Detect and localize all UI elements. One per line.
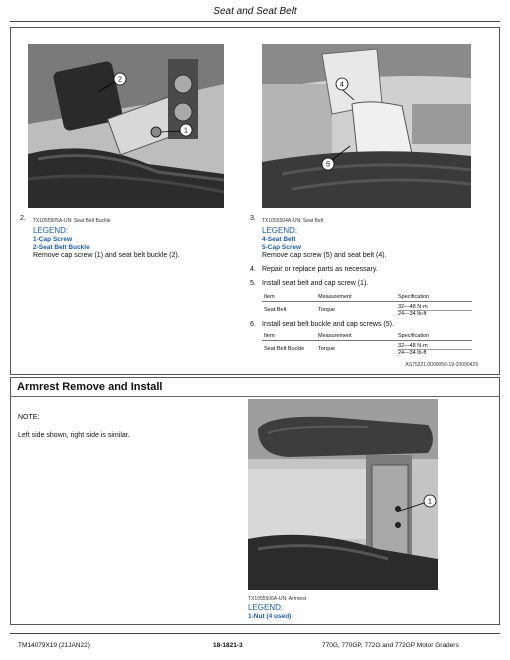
step-2-figure-caption: TX1055505A-UN: Seat Belt Buckle (33, 218, 111, 224)
table-cell-spec-imperial: 24—34 lb-ft (398, 311, 427, 317)
table-cell-spec-imperial: 24—34 lb-ft (398, 350, 427, 356)
table-row (262, 341, 472, 358)
note-text: Left side shown, right side is similar. (18, 432, 130, 439)
armrest-figure-caption: TX1055506A-UN: Armrest (248, 596, 307, 602)
step-2-legend-item: 2-Seat Belt Buckle (33, 244, 90, 251)
callout-5: 5 (326, 161, 330, 169)
table-header-specification: Specification (398, 294, 430, 300)
callout-1: 1 (184, 127, 188, 135)
callout-4: 4 (340, 81, 344, 89)
callout-1: 1 (428, 498, 432, 506)
armrest-photo (248, 399, 438, 590)
table-cell-measurement: Torque (318, 346, 335, 352)
seat-belt-torque-table (262, 292, 472, 319)
armrest-legend-title: LEGEND: (248, 603, 284, 612)
step-3-figure-caption: TX1055504A-UN: Seat Belt (262, 218, 324, 224)
armrest-legend-item: 1-Nut (4 used) (248, 613, 292, 620)
step-2-number: 2. (20, 215, 26, 222)
seat-belt-buckle-torque-table (262, 331, 472, 358)
model-list: 770G, 770GP, 772G and 772GP Motor Graders (322, 642, 459, 649)
table-row (262, 302, 472, 319)
seat-belt-photo (262, 44, 471, 208)
table-cell-spec-metric: 32—48 N·m (398, 304, 428, 310)
table-header-specification: Specification (398, 333, 430, 339)
step-4-number: 4. (250, 266, 256, 273)
document-id: TM14079X19 (21JAN22) (18, 642, 90, 649)
step-3-instruction: Remove cap screw (5) and seat belt (4). (262, 252, 387, 259)
step-5-number: 5. (250, 280, 256, 287)
armrest-section-title: Armrest Remove and Install (10, 377, 500, 397)
callout-2: 2 (118, 76, 122, 84)
step-2-instruction: Remove cap screw (1) and seat belt buckle (2). (33, 252, 180, 259)
footer-divider (10, 633, 500, 634)
table-cell-item: Seat Belt Buckle (264, 346, 305, 352)
table-header-measurement: Measurement (318, 333, 352, 339)
step-3-legend-title: LEGEND: (262, 226, 298, 235)
step-6-number: 6. (250, 321, 256, 328)
table-cell-measurement: Torque (318, 307, 335, 313)
page-header-title: Seat and Seat Belt (213, 6, 297, 17)
step-3-legend-item: 4-Seat Belt (262, 236, 296, 243)
seat-belt-buckle-photo (28, 44, 224, 208)
step-4-instruction: Repair or replace parts as necessary. (262, 266, 378, 273)
armrest-illustration (248, 399, 438, 590)
table-header-measurement: Measurement (318, 294, 352, 300)
header-divider (10, 21, 500, 22)
seat-belt-buckle-illustration (28, 44, 224, 208)
reference-code: AS75221,0000050-19-20090429 (405, 362, 478, 368)
table-header-item: Item (264, 294, 275, 300)
table-header-item: Item (264, 333, 275, 339)
seat-belt-illustration (262, 44, 471, 208)
page-number: 18-1821-3 (213, 642, 243, 649)
note-label: NOTE: (18, 414, 40, 421)
table-header (262, 292, 472, 302)
table-cell-spec-metric: 32—48 N·m (398, 343, 428, 349)
step-2-legend-item: 1-Cap Screw (33, 236, 73, 243)
step-3-number: 3. (250, 215, 256, 222)
table-cell-item: Seat Belt (264, 307, 287, 313)
step-2-legend-title: LEGEND: (33, 226, 69, 235)
step-6-instruction: Install seat belt buckle and cap screws (5). (262, 321, 394, 328)
step-5-instruction: Install seat belt and cap screw (1). (262, 280, 369, 287)
step-3-legend-item: 5-Cap Screw (262, 244, 302, 251)
table-header (262, 331, 472, 341)
